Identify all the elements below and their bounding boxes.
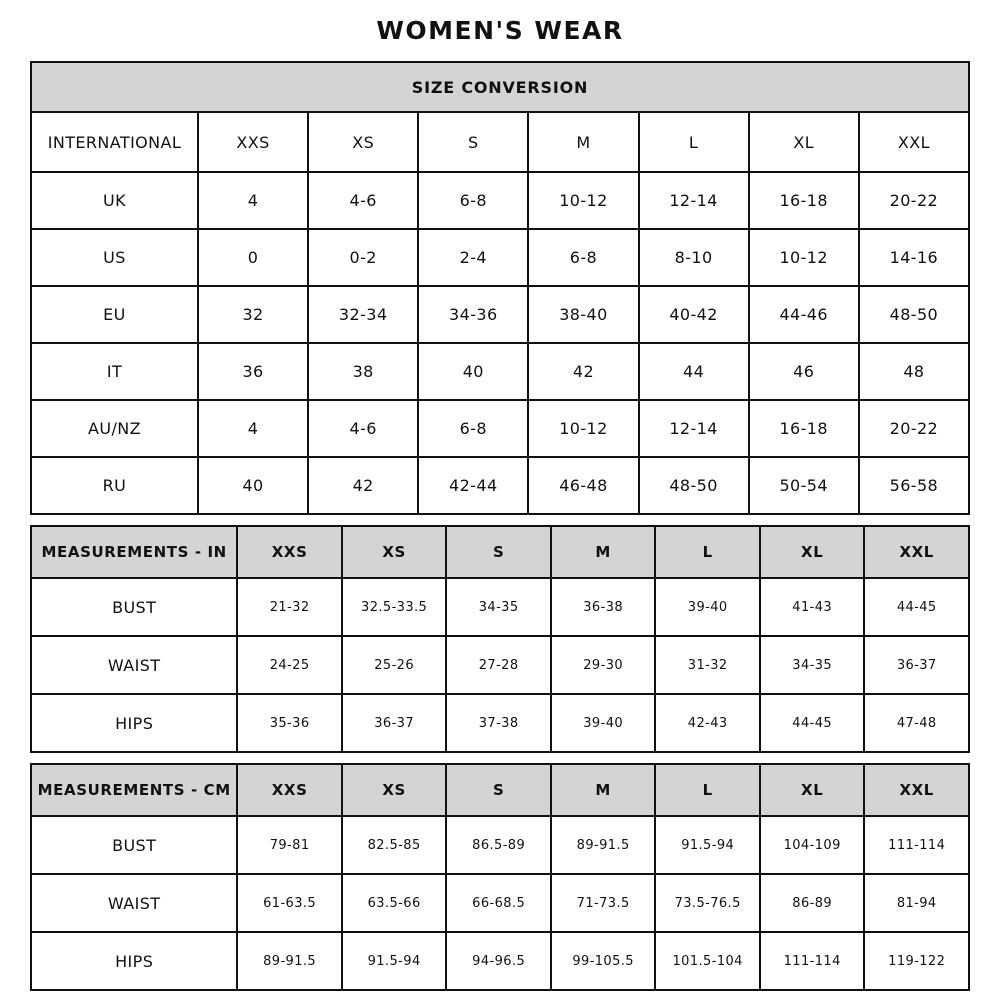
cell-value: 44-46: [749, 286, 859, 343]
cell-value: 44-45: [864, 578, 969, 636]
cell-value: 89-91.5: [237, 932, 342, 990]
cell-value: 32.5-33.5: [342, 578, 447, 636]
cell-value: 0: [198, 229, 308, 286]
cell-value: 34-35: [760, 636, 865, 694]
cell-value: 111-114: [864, 816, 969, 874]
cell-value: 101.5-104: [655, 932, 760, 990]
cell-value: 61-63.5: [237, 874, 342, 932]
cell-value: 38: [308, 343, 418, 400]
table-row: [31, 172, 969, 229]
size-conversion-body: [31, 172, 969, 514]
cell-value: 46: [749, 343, 859, 400]
cell-value: 36-37: [864, 636, 969, 694]
cell-value: 21-32: [237, 578, 342, 636]
cell-value: 20-22: [859, 172, 969, 229]
cell-value: 29-30: [551, 636, 656, 694]
cell-value: 24-25: [237, 636, 342, 694]
size-conversion-banner-row: [31, 62, 969, 112]
cell-value: 36: [198, 343, 308, 400]
row-label: US: [31, 229, 198, 286]
measurements-in-body: [31, 578, 969, 752]
cell-value: 10-12: [528, 172, 638, 229]
cell-value: 50-54: [749, 457, 859, 514]
cell-value: 46-48: [528, 457, 638, 514]
cell-value: 104-109: [760, 816, 865, 874]
measurements-in-column-header: XXL: [864, 526, 969, 578]
measurements-cm-column-header-label: MEASUREMENTS - CM: [31, 764, 237, 816]
size-conversion-table: [30, 61, 970, 515]
cell-value: 41-43: [760, 578, 865, 636]
measurements-in-column-header: S: [446, 526, 551, 578]
measurements-cm-table: [30, 763, 970, 991]
cell-value: 35-36: [237, 694, 342, 752]
size-conversion-column-header: L: [639, 112, 749, 172]
cell-value: 34-35: [446, 578, 551, 636]
size-conversion-column-header: XL: [749, 112, 859, 172]
cell-value: 73.5-76.5: [655, 874, 760, 932]
cell-value: 42: [308, 457, 418, 514]
cell-value: 71-73.5: [551, 874, 656, 932]
cell-value: 44-45: [760, 694, 865, 752]
row-label: BUST: [31, 816, 237, 874]
cell-value: 42-43: [655, 694, 760, 752]
cell-value: 40: [198, 457, 308, 514]
cell-value: 91.5-94: [655, 816, 760, 874]
measurements-cm-column-header: XL: [760, 764, 865, 816]
cell-value: 2-4: [418, 229, 528, 286]
measurements-cm-body: [31, 816, 969, 990]
row-label: IT: [31, 343, 198, 400]
cell-value: 42-44: [418, 457, 528, 514]
table-row: [31, 343, 969, 400]
cell-value: 63.5-66: [342, 874, 447, 932]
measurements-cm-column-header: XXS: [237, 764, 342, 816]
cell-value: 4-6: [308, 400, 418, 457]
cell-value: 32-34: [308, 286, 418, 343]
cell-value: 82.5-85: [342, 816, 447, 874]
cell-value: 6-8: [418, 400, 528, 457]
table-row: [31, 400, 969, 457]
row-label: WAIST: [31, 636, 237, 694]
row-label: AU/NZ: [31, 400, 198, 457]
page-title: WOMEN'S WEAR: [376, 16, 624, 45]
row-label: RU: [31, 457, 198, 514]
cell-value: 25-26: [342, 636, 447, 694]
measurements-in-column-header-label: MEASUREMENTS - IN: [31, 526, 237, 578]
size-conversion-column-header: XXL: [859, 112, 969, 172]
table-row: [31, 286, 969, 343]
cell-value: 31-32: [655, 636, 760, 694]
table-row: [31, 578, 969, 636]
measurements-in-column-header: L: [655, 526, 760, 578]
table-row: [31, 694, 969, 752]
row-label: UK: [31, 172, 198, 229]
size-conversion-column-header: XXS: [198, 112, 308, 172]
measurements-in-column-header: XL: [760, 526, 865, 578]
cell-value: 32: [198, 286, 308, 343]
size-conversion-column-header-label: INTERNATIONAL: [31, 112, 198, 172]
table-row: [31, 229, 969, 286]
cell-value: 48-50: [639, 457, 749, 514]
cell-value: 0-2: [308, 229, 418, 286]
cell-value: 86-89: [760, 874, 865, 932]
measurements-cm-column-header: XXL: [864, 764, 969, 816]
table-row: [31, 932, 969, 990]
table-row: [31, 636, 969, 694]
cell-value: 40-42: [639, 286, 749, 343]
cell-value: 86.5-89: [446, 816, 551, 874]
cell-value: 20-22: [859, 400, 969, 457]
cell-value: 48: [859, 343, 969, 400]
row-label: BUST: [31, 578, 237, 636]
measurements-in-header-row: [31, 526, 969, 578]
cell-value: 6-8: [418, 172, 528, 229]
cell-value: 39-40: [551, 694, 656, 752]
cell-value: 56-58: [859, 457, 969, 514]
cell-value: 39-40: [655, 578, 760, 636]
size-conversion-title: SIZE CONVERSION: [31, 62, 969, 112]
measurements-cm-column-header: L: [655, 764, 760, 816]
cell-value: 79-81: [237, 816, 342, 874]
cell-value: 27-28: [446, 636, 551, 694]
row-label: EU: [31, 286, 198, 343]
cell-value: 12-14: [639, 172, 749, 229]
cell-value: 66-68.5: [446, 874, 551, 932]
row-label: HIPS: [31, 694, 237, 752]
cell-value: 91.5-94: [342, 932, 447, 990]
cell-value: 34-36: [418, 286, 528, 343]
measurements-in-column-header: XXS: [237, 526, 342, 578]
table-row: [31, 816, 969, 874]
size-conversion-column-header: M: [528, 112, 638, 172]
cell-value: 37-38: [446, 694, 551, 752]
row-label: HIPS: [31, 932, 237, 990]
size-conversion-column-header: XS: [308, 112, 418, 172]
measurements-in-table: [30, 525, 970, 753]
cell-value: 48-50: [859, 286, 969, 343]
measurements-in-column-header: XS: [342, 526, 447, 578]
cell-value: 42: [528, 343, 638, 400]
cell-value: 14-16: [859, 229, 969, 286]
cell-value: 38-40: [528, 286, 638, 343]
cell-value: 119-122: [864, 932, 969, 990]
cell-value: 44: [639, 343, 749, 400]
size-conversion-column-header: S: [418, 112, 528, 172]
cell-value: 10-12: [749, 229, 859, 286]
cell-value: 6-8: [528, 229, 638, 286]
table-row: [31, 457, 969, 514]
table-row: [31, 874, 969, 932]
size-conversion-header-row: [31, 112, 969, 172]
cell-value: 16-18: [749, 400, 859, 457]
measurements-in-column-header: M: [551, 526, 656, 578]
cell-value: 12-14: [639, 400, 749, 457]
cell-value: 40: [418, 343, 528, 400]
row-label: WAIST: [31, 874, 237, 932]
measurements-cm-column-header: S: [446, 764, 551, 816]
measurements-cm-header-row: [31, 764, 969, 816]
cell-value: 81-94: [864, 874, 969, 932]
cell-value: 36-37: [342, 694, 447, 752]
measurements-cm-column-header: XS: [342, 764, 447, 816]
cell-value: 4: [198, 172, 308, 229]
cell-value: 111-114: [760, 932, 865, 990]
cell-value: 4-6: [308, 172, 418, 229]
cell-value: 36-38: [551, 578, 656, 636]
cell-value: 47-48: [864, 694, 969, 752]
cell-value: 89-91.5: [551, 816, 656, 874]
measurements-cm-column-header: M: [551, 764, 656, 816]
cell-value: 4: [198, 400, 308, 457]
cell-value: 10-12: [528, 400, 638, 457]
cell-value: 16-18: [749, 172, 859, 229]
cell-value: 99-105.5: [551, 932, 656, 990]
cell-value: 94-96.5: [446, 932, 551, 990]
cell-value: 8-10: [639, 229, 749, 286]
